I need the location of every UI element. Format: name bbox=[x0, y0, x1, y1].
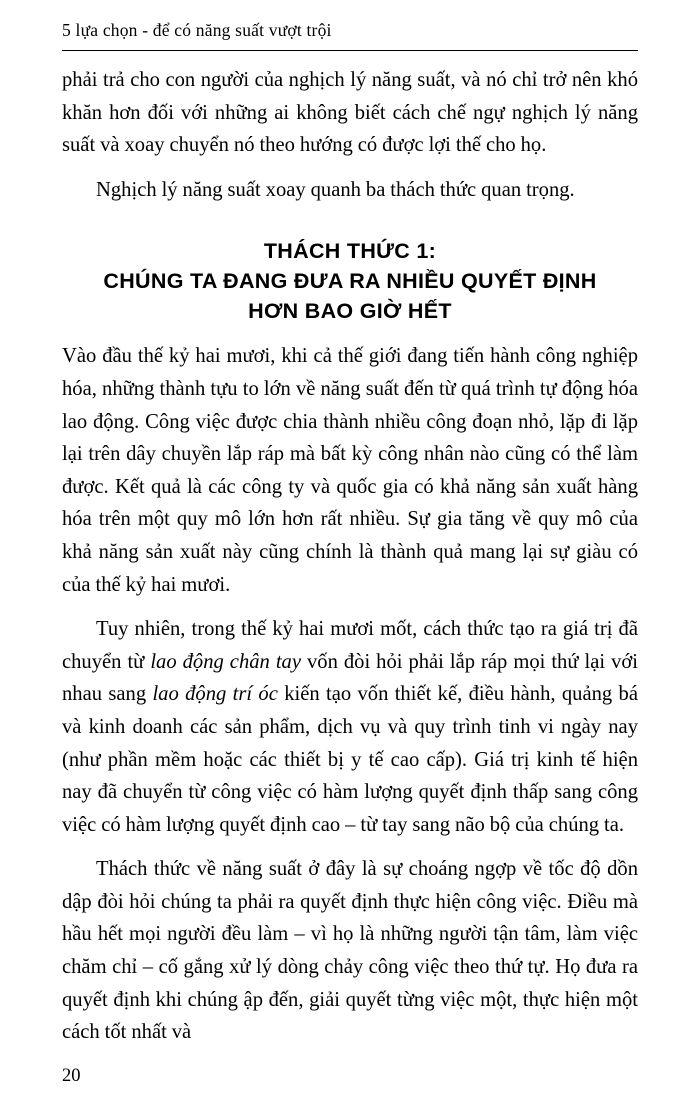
paragraph-1: phải trả cho con người của nghịch lý năng suất, và nó chỉ trở nên khó khăn hơn đối với những ai không biết cách chế ngự nghịch lý năng suất và xoay chuyển nó theo hướng có được lợi thế cho họ. bbox=[62, 69, 638, 157]
section-heading bbox=[62, 236, 638, 326]
paragraph-4-part-a: Tuy nhiên, trong thế kỷ hai mươi mốt, cách thức tạo ra giá trị đã chuyển từ bbox=[62, 618, 638, 673]
paragraph-4-part-c: kiến tạo vốn thiết kế, điều hành, quảng bá và kinh doanh các sản phẩm, dịch vụ và quy trình tinh vi ngày nay (như phần mềm hoặc các thiết bị y tế cao cấp). Giá trị kinh tế hiện nay đã chuyển từ công việc có hàm lượng quyết định thấp sang công việc có hàm lượng quyết định cao – từ tay sang não bộ của chúng ta. bbox=[62, 683, 638, 836]
paragraph-4-part-b: vốn đòi hỏi phải lắp ráp mọi thứ lại với nhau sang bbox=[62, 650, 638, 706]
paragraph-2: Nghịch lý năng suất xoay quanh ba thách thức quan trọng. bbox=[96, 178, 575, 201]
section-heading-line-2: CHÚNG TA ĐANG ĐƯA RA NHIỀU QUYẾT ĐỊNH bbox=[103, 269, 597, 294]
paragraph-gap bbox=[62, 601, 638, 613]
page-body bbox=[62, 64, 638, 1049]
paragraph-gap bbox=[62, 162, 638, 174]
paragraph-5: Thách thức về năng suất ở đây là sự choáng ngợp về tốc độ dồn dập đòi hỏi chúng ta phải ra quyết định thực hiện công việc. Điều mà hầu hết mọi người đều làm – vì họ là những người tận tâm, làm việc chăm chỉ – cố gắng xử lý dòng chảy công việc theo thứ tự. Họ đưa ra quyết định khi chúng ập đến, giải quyết từng việc một, thực hiện một cách tốt nhất và bbox=[62, 858, 638, 1044]
paragraph-4-italic-2: lao động trí óc bbox=[152, 683, 278, 706]
header-rule bbox=[62, 50, 638, 51]
section-heading-line-3: HƠN BAO GIỜ HẾT bbox=[248, 299, 452, 324]
paragraph-gap bbox=[62, 841, 638, 853]
page-number: 20 bbox=[62, 1066, 81, 1086]
running-head: 5 lựa chọn - để có năng suất vượt trội bbox=[62, 20, 332, 40]
paragraph-4-italic-1: lao động chân tay bbox=[150, 650, 301, 673]
paragraph-4 bbox=[62, 613, 638, 841]
paragraph-3: Vào đầu thế kỷ hai mươi, khi cả thế giới đang tiến hành công nghiệp hóa, những thành tựu to lớn về năng suất đến từ quá trình tự động hóa lao động. Công việc được chia thành nhiều công đoạn nhỏ, lặp đi lặp lại trên dây chuyền lắp ráp mà bất kỳ công nhân nào cũng có thể làm được. Kết quả là các công ty và quốc gia có khả năng sản xuất hàng hóa trên một quy mô lớn hơn rất nhiều. Sự gia tăng về quy mô của khả năng sản xuất này cũng chính là thành quả mang lại sự giàu có của thế kỷ hai mươi. bbox=[62, 345, 638, 596]
section-heading-line-1: THÁCH THỨC 1: bbox=[263, 239, 437, 264]
